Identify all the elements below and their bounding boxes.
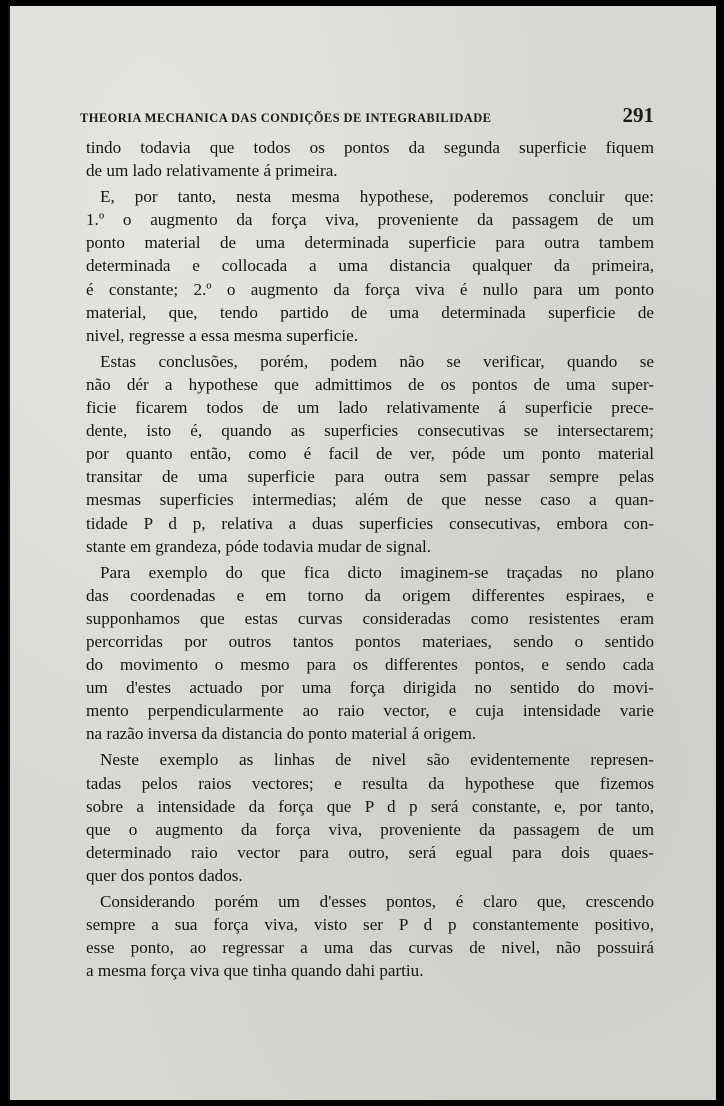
text-line: Estas conclusões, porém, podem não se verificar, quando se bbox=[100, 351, 654, 371]
text-line: percorridas por outros tantos pontos materiaes, sendo o sentido bbox=[86, 631, 654, 651]
text-line: 1.º o augmento da força viva, proveniente da passagem de um bbox=[86, 210, 654, 230]
header-title: THEORIA MECHANICA DAS CONDIÇÕES DE INTEGRABILIDADE bbox=[80, 111, 492, 125]
running-header bbox=[80, 98, 654, 126]
text-line: material, que, tendo partido de uma determinada superficie de bbox=[86, 302, 654, 322]
text-line: Neste exemplo as linhas de nivel são evidentemente represen- bbox=[100, 750, 654, 770]
text-line: que o augmento da força viva, proveniente da passagem de um bbox=[86, 819, 654, 839]
text-line: dente, isto é, quando as superficies consecutivas se intersectarem; bbox=[86, 421, 654, 441]
text-line: sempre a sua força viva, visto ser P d p constantemente positivo, bbox=[86, 915, 654, 935]
text-line: mesmas superficies intermedias; além de que nesse caso a quan- bbox=[86, 490, 654, 510]
text-line: a mesma força viva que tinha quando dahi partiu. bbox=[86, 961, 424, 981]
text-line: E, por tanto, nesta mesma hypothese, poderemos concluir que: bbox=[100, 187, 654, 207]
text-line: ficie ficarem todos de um lado relativamente á superficie prece- bbox=[86, 398, 654, 418]
book-page bbox=[8, 6, 716, 1100]
text-line: um d'estes actuado por uma força dirigida no sentido do movi- bbox=[86, 678, 654, 698]
text-line: transitar de uma superficie para outra sem passar sempre pelas bbox=[86, 467, 654, 487]
text-line: nivel, regresse a essa mesma superficie. bbox=[86, 325, 358, 345]
text-line: ponto material de uma determinada superficie para outra tambem bbox=[86, 233, 654, 253]
text-line: sobre a intensidade da força que P d p será constante, e, por tanto, bbox=[86, 796, 654, 816]
page-number: 291 bbox=[622, 103, 654, 127]
text-line: por quanto então, como é facil de ver, póde um ponto material bbox=[86, 444, 654, 464]
text-line: é constante; 2.º o augmento da força viva é nullo para um ponto bbox=[86, 279, 654, 299]
text-line: tindo todavia que todos os pontos da segunda superficie fiquem bbox=[86, 138, 654, 157]
paragraph-1 bbox=[86, 136, 654, 182]
paragraph-2 bbox=[86, 185, 654, 347]
paragraph-6 bbox=[86, 890, 654, 982]
body-text bbox=[86, 136, 654, 982]
text-line: na razão inversa da distancia do ponto material á origem. bbox=[86, 724, 477, 744]
paragraph-4 bbox=[86, 561, 654, 746]
paragraph-3 bbox=[86, 350, 654, 558]
text-line: determinada e collocada a uma distancia qualquer da primeira, bbox=[86, 256, 654, 276]
text-line: não dér a hypothese que admittimos de os pontos de uma super- bbox=[86, 374, 654, 394]
text-line: das coordenadas e em torno da origem differentes espiraes, e bbox=[86, 585, 654, 605]
text-line: quer dos pontos dados. bbox=[86, 865, 243, 885]
paragraph-5 bbox=[86, 748, 654, 887]
text-line: de um lado relativamente á primeira. bbox=[86, 161, 338, 181]
text-line: Para exemplo do que fica dicto imaginem-se traçadas no plano bbox=[100, 562, 654, 582]
text-line: tidade P d p, relativa a duas superficies consecutivas, embora con- bbox=[86, 513, 654, 533]
text-line: determinado raio vector para outro, será egual para dois quaes- bbox=[86, 842, 654, 862]
text-line: esse ponto, ao regressar a uma das curvas de nivel, não possuirá bbox=[86, 938, 654, 958]
text-line: stante em grandeza, póde todavia mudar de signal. bbox=[86, 536, 432, 556]
text-line: supponhamos que estas curvas consideradas como resistentes eram bbox=[86, 608, 654, 628]
text-line: mento perpendicularmente ao raio vector, e cuja intensidade varie bbox=[86, 701, 654, 721]
text-line: Considerando porém um d'esses pontos, é claro que, crescendo bbox=[100, 892, 654, 911]
text-line: do movimento o mesmo para os differentes pontos, e sendo cada bbox=[86, 655, 654, 675]
text-line: tadas pelos raios vectores; e resulta da hypothese que fizemos bbox=[86, 773, 654, 793]
